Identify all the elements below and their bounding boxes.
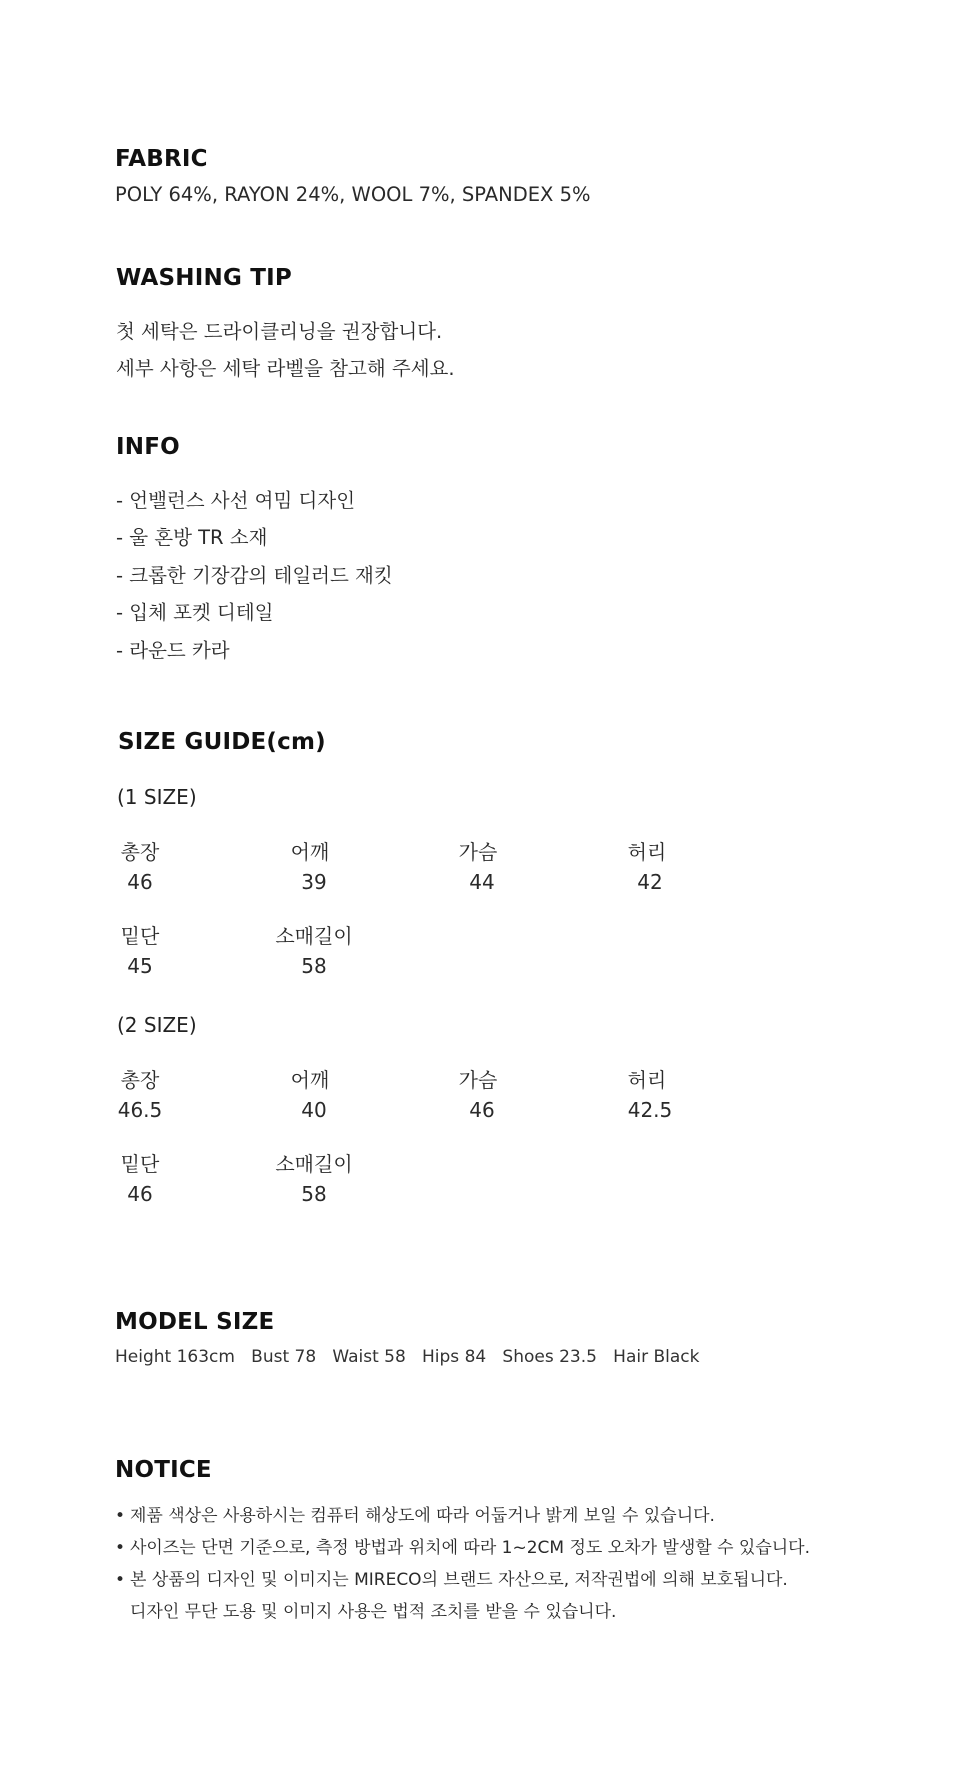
washing-tip-line: 세부 사항은 세탁 라벨을 참고해 주세요. <box>116 357 455 380</box>
notice-item <box>115 1533 810 1558</box>
measure-name: 총장 <box>120 840 160 864</box>
measure-value: 42 <box>637 870 663 894</box>
size-label: (2 SIZE) <box>117 1013 197 1037</box>
measure-name: 허리 <box>627 840 667 864</box>
measure-value: 46 <box>469 1098 495 1122</box>
measure-name: 가슴 <box>458 840 498 864</box>
washing-tip-line: 첫 세탁은 드라이클리닝을 권장합니다. <box>116 320 443 343</box>
measure-name: 어깨 <box>290 1068 330 1092</box>
measure-value: 42.5 <box>627 1098 673 1122</box>
measure-name: 어깨 <box>290 840 330 864</box>
measure-value: 46 <box>127 1182 153 1206</box>
fabric-heading: FABRIC <box>115 146 208 172</box>
bullet-icon: • <box>115 1506 126 1526</box>
washing-tip-heading: WASHING TIP <box>116 265 292 291</box>
measure-value: 46 <box>127 870 153 894</box>
size-guide-heading: SIZE GUIDE(cm) <box>118 729 326 755</box>
notice-item <box>115 1565 788 1590</box>
measure-value: 46.5 <box>117 1098 163 1122</box>
notice-heading: NOTICE <box>115 1457 212 1483</box>
info-item: - 언밸런스 사선 여밈 디자인 <box>116 489 356 512</box>
measure-name: 소매길이 <box>275 1152 353 1176</box>
measure-name: 소매길이 <box>275 924 353 948</box>
measure-value: 39 <box>301 870 327 894</box>
measure-name: 밑단 <box>120 1152 160 1176</box>
model-size-details: Height 163cm Bust 78 Waist 58 Hips 84 Shoes 23.5 Hair Black <box>115 1347 700 1367</box>
measure-value: 45 <box>127 954 153 978</box>
info-item: - 크롭한 기장감의 테일러드 재킷 <box>116 564 393 587</box>
measure-value: 44 <box>469 870 495 894</box>
model-size-heading: MODEL SIZE <box>115 1309 275 1335</box>
size-label: (1 SIZE) <box>117 785 197 809</box>
fabric-composition: POLY 64%, RAYON 24%, WOOL 7%, SPANDEX 5% <box>115 183 591 206</box>
info-item: - 울 혼방 TR 소재 <box>116 526 268 549</box>
notice-text: 본 상품의 디자인 및 이미지는 MIRECO의 브랜드 자산으로, 저작권법에 의해 보호됩니다. <box>130 1570 788 1590</box>
bullet-icon: • <box>115 1570 126 1590</box>
measure-value: 40 <box>301 1098 327 1122</box>
measure-value: 58 <box>301 954 327 978</box>
measure-name: 허리 <box>627 1068 667 1092</box>
measure-name: 가슴 <box>458 1068 498 1092</box>
bullet-icon: • <box>115 1538 126 1558</box>
notice-continuation: 디자인 무단 도용 및 이미지 사용은 법적 조치를 받을 수 있습니다. <box>130 1602 617 1622</box>
measure-value: 58 <box>301 1182 327 1206</box>
info-heading: INFO <box>116 434 180 460</box>
info-item: - 입체 포켓 디테일 <box>116 601 274 624</box>
notice-text: 제품 색상은 사용하시는 컴퓨터 해상도에 따라 어둡거나 밝게 보일 수 있습니다. <box>130 1506 715 1526</box>
notice-item <box>115 1501 715 1526</box>
notice-text: 사이즈는 단면 기준으로, 측정 방법과 위치에 따라 1~2CM 정도 오차가 발생할 수 있습니다. <box>130 1538 810 1558</box>
measure-name: 밑단 <box>120 924 160 948</box>
info-item: - 라운드 카라 <box>116 639 230 662</box>
measure-name: 총장 <box>120 1068 160 1092</box>
